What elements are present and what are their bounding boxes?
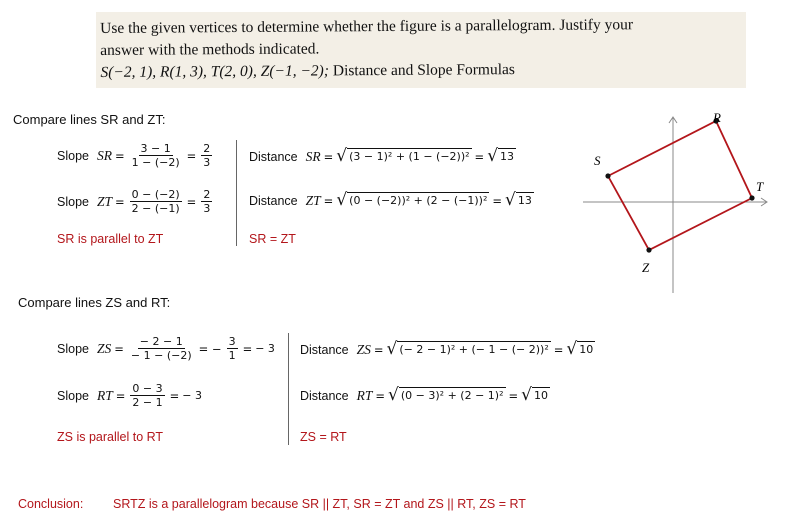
slope-label: Slope <box>57 194 89 209</box>
vertex-t-point <box>749 195 754 200</box>
slope-zs-fraction: $\frac{- 2 - 1}{- 1 - (-2)}$ <box>130 335 192 362</box>
distance-label: Distance <box>249 149 298 164</box>
vertex-s-point <box>605 173 610 178</box>
zs-parallel-note: ZS is parallel to RT <box>57 430 164 444</box>
vertex-z-label: Z <box>642 260 650 275</box>
distance-rt-row: Distance RT = √ (0 − 3)² + (2 − 1)² = √ 10 <box>300 385 548 405</box>
header-line-1: Use the given vertices to determine whether the figure is a parallelogram. Justify your <box>100 16 634 37</box>
distance-zs-name: ZS <box>356 341 371 357</box>
distance-sr-row: Distance SR = √ (3 − 1)² + (1 − (−2))² = √ 13 <box>249 146 515 166</box>
slope-label: Slope <box>57 388 89 403</box>
section2-title: Compare lines ZS and RT: <box>18 295 171 310</box>
slope-zt-name: ZT <box>96 193 113 209</box>
distance-sr-name: SR <box>305 148 321 164</box>
conclusion-label: Conclusion: <box>18 497 84 511</box>
header-method: Distance and Slope Formulas <box>332 61 516 80</box>
vertex-t-label: T <box>756 179 764 194</box>
sr-equal-note: SR = ZT <box>249 232 296 246</box>
slope-rt-name: RT <box>96 387 113 403</box>
distance-sr-root: √ (3 − 1)² + (1 − (−2))² <box>336 146 470 166</box>
distance-zt-row: Distance ZT = √ (0 − (−2))² + (2 − (−1))² = √ 13 <box>249 190 532 210</box>
slope-label: Slope <box>57 341 89 356</box>
slope-sr-row: Slope SR = $\frac{3 - 1}{1 - (-2)}$ = $\frac{2}{3}$ <box>57 142 211 169</box>
slope-label: Slope <box>57 148 89 163</box>
slope-zs-name: ZS <box>96 340 112 356</box>
slope-zs-result: − 3 <box>255 342 275 355</box>
slope-rt-fraction: $\frac{0 - 3}{2 - 1}$ <box>132 382 163 409</box>
vertex-s-label: S <box>594 153 601 168</box>
distance-rt-root: √ (0 − 3)² + (2 − 1)² <box>388 385 504 405</box>
header-vertices: S(−2, 1), R(1, 3), T(2, 0), Z(−1, −2); <box>100 62 330 81</box>
header-line-3 <box>100 57 746 84</box>
distance-zs-root: √ (− 2 − 1)² + (− 1 − (− 2))² <box>386 339 549 359</box>
slope-zt-result: $\frac{2}{3}$ <box>203 188 211 215</box>
distance-label: Distance <box>300 342 349 357</box>
slope-rt-row: Slope RT = $\frac{0 - 3}{2 - 1}$ = − 3 <box>57 382 202 409</box>
sr-parallel-note: SR is parallel to ZT <box>57 232 164 246</box>
distance-rt-name: RT <box>356 387 373 403</box>
slope-zs-mid: $\frac{3}{1}$ <box>228 335 236 362</box>
header-line-2: answer with the methods indicated. <box>100 40 320 59</box>
zs-equal-note: ZS = RT <box>300 430 347 444</box>
slope-zt-fraction: $\frac{0 - (-2)}{2 - (-1)}$ <box>131 188 180 215</box>
slope-sr-result: $\frac{2}{3}$ <box>203 142 211 169</box>
slope-zt-row: Slope ZT = $\frac{0 - (-2)}{2 - (-1)}$ = $\frac{2}{3}$ <box>57 188 211 215</box>
parallelogram-edges <box>608 121 752 250</box>
slope-sr-fraction: $\frac{3 - 1}{1 - (-2)}$ <box>131 142 180 169</box>
distance-zs-result: √ 10 <box>566 339 594 359</box>
section1-divider <box>236 140 237 246</box>
slope-zs-row: Slope ZS = $\frac{- 2 - 1}{- 1 - (-2)}$ = − $\frac{3}{1}$ = − 3 <box>57 335 275 362</box>
distance-zt-result: √ 13 <box>505 190 532 210</box>
distance-rt-result: √ 10 <box>521 385 548 405</box>
problem-header <box>96 12 746 88</box>
distance-zs-row: Distance ZS = √ (− 2 − 1)² + (− 1 − (− 2))² = √ 10 <box>300 339 594 359</box>
distance-zt-root: √ (0 − (−2))² + (2 − (−1))² <box>336 190 488 210</box>
vertex-r-label: R <box>713 110 721 125</box>
conclusion-text: SRTZ is a parallelogram because SR || ZT, SR = ZT and ZS || RT, ZS = RT <box>113 497 526 511</box>
slope-sr-name: SR <box>96 147 112 163</box>
distance-label: Distance <box>300 388 349 403</box>
parallelogram-graph <box>575 105 775 295</box>
distance-label: Distance <box>249 193 298 208</box>
distance-sr-result: √ 13 <box>487 146 515 166</box>
section1-title: Compare lines SR and ZT: <box>13 112 166 127</box>
section2-divider <box>288 333 289 445</box>
distance-zt-name: ZT <box>305 192 321 208</box>
vertex-z-point <box>646 247 651 252</box>
slope-rt-result: − 3 <box>182 389 202 402</box>
